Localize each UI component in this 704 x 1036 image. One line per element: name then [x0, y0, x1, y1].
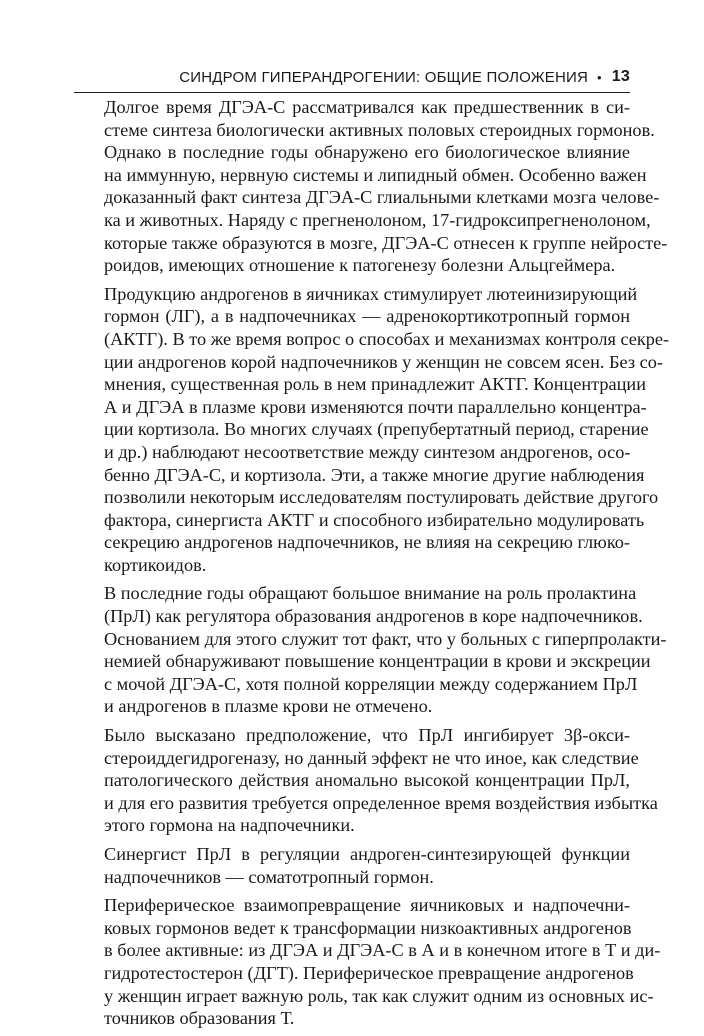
paragraph [74, 724, 658, 837]
text-line: фактора, синергиста АКТГ и способного избирательно модулировать [104, 509, 645, 530]
text-line: Периферическое взаимопревращение яичниковых и надпочечни- [104, 895, 630, 916]
text-line: (ПрЛ) как регулятора образования андрогенов в коре надпочечников. [104, 606, 643, 627]
text-line: Однако в последние годы обнаружено его биологическое влияние [104, 142, 630, 163]
text-line: стероиддегидрогеназу, но данный эффект не что иное, как следствие [104, 747, 639, 768]
text-line: роидов, имеющих отношение к патогенезу болезни Альцгеймера. [104, 255, 616, 276]
text-line: мнения, существенная роль в нем принадлежит АКТГ. Концентрации [104, 374, 646, 395]
text-line: кортикоидов. [104, 554, 207, 575]
text-line: Было высказано предположение, что ПрЛ ингибирует 3β-окси- [104, 725, 630, 746]
text-line: патологического действия аномально высокой концентрации ПрЛ, [104, 770, 630, 791]
text-line: надпочечников — соматотропный гормон. [104, 866, 434, 887]
text-line: ка и животных. Наряду с прегненолоном, 17-гидроксипрегненолоном, [104, 209, 651, 230]
text-line: Синергист ПрЛ в регуляции андроген-синтезирующей функции [104, 844, 630, 864]
text-line: точников образования Т. [104, 1008, 295, 1029]
text-line: в более активные: из ДГЭА и ДГЭА-С в А и в конечном итоге в Т и ди- [104, 940, 661, 961]
text-line: на иммунную, нервную системы и липидный обмен. Особенно важен [104, 164, 647, 185]
text-line: этого гормона на надпочечники. [104, 815, 355, 836]
text-line: секрецию андрогенов надпочечников, не влияя на секрецию глюко- [104, 532, 631, 553]
paragraph [74, 582, 667, 718]
text-line: ции кортизола. Во многих случаях (препубертатный период, старение [104, 419, 649, 440]
text-line: (АКТГ). В то же время вопрос о способах и механизмах контроля секре- [104, 328, 670, 349]
paragraph [74, 843, 630, 888]
paragraph [74, 894, 661, 1030]
paragraph [74, 96, 668, 277]
text-line: Долгое время ДГЭА-С рассматривался как предшественник в си- [104, 97, 630, 117]
text-line: которые также образуются в мозге, ДГЭА-С отнесен к группе нейросте- [104, 232, 668, 253]
text-line: и для его развития требуется определенное время воздействия избытка [104, 792, 658, 813]
text-line: ковых гормонов ведет к трансформации низкоактивных андрогенов [104, 917, 632, 938]
running-title: СИНДРОМ ГИПЕРАНДРОГЕНИИ: ОБЩИЕ ПОЛОЖЕНИЯ [179, 68, 589, 86]
text-line: гидротестостерон (ДГТ). Периферическое превращение андрогенов [104, 962, 634, 983]
text-line: немией обнаруживают повышение концентрации в крови и экскреции [104, 651, 651, 672]
text-line: гормон (ЛГ), а в надпочечниках — адренокортикотропный гормон [104, 306, 630, 327]
text-line: у женщин играет важную роль, так как служит одним из основных ис- [104, 985, 654, 1006]
text-line: В последние годы обращают большое внимание на роль пролактина [104, 583, 637, 604]
text-line: А и ДГЭА в плазме крови изменяются почти параллельно концентра- [104, 396, 647, 417]
paragraph [74, 283, 670, 577]
text-line: стеме синтеза биологически активных половых стероидных гормонов. [104, 119, 655, 140]
text-line: Основанием для этого служит тот факт, что у больных с гиперпролакти- [104, 628, 667, 649]
page-number: 13 [611, 68, 630, 85]
body-text [74, 96, 670, 1036]
text-line: ции андрогенов корой надпочечников у женщин не совсем ясен. Без со- [104, 351, 663, 372]
text-line: и др.) наблюдают несоответствие между синтезом андрогенов, осо- [104, 441, 631, 462]
text-line: с мочой ДГЭА-С, хотя полной корреляции между содержанием ПрЛ [104, 673, 638, 694]
text-line: позволили некоторым исследователям постулировать действие другого [104, 487, 659, 508]
header-bullet: • [597, 69, 602, 85]
running-header [74, 62, 630, 93]
text-line: Продукцию андрогенов в яичниках стимулирует лютеинизирующий [104, 283, 638, 304]
text-line: бенно ДГЭА-С, и кортизола. Эти, а также многие другие наблюдения [104, 464, 645, 485]
text-line: и андрогенов в плазме крови не отмечено. [104, 696, 433, 717]
text-line: доказанный факт синтеза ДГЭА-С глиальными клетками мозга челове- [104, 187, 660, 208]
